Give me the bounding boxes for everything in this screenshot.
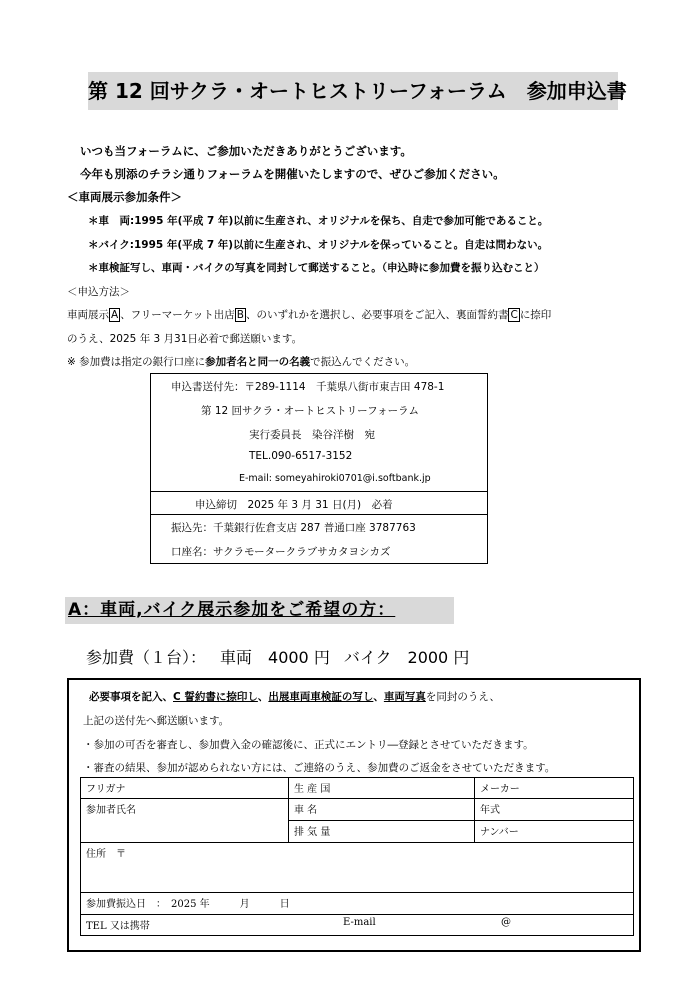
- payment-date-field[interactable]: 参加費振込日 ： 2025 年 月 日: [81, 893, 634, 915]
- form-instruction-f: 車両写真: [383, 691, 426, 703]
- furigana-field[interactable]: フリガナ: [81, 778, 289, 799]
- bank-info: 振込先：千葉銀行佐倉支店 287 普通口座 3787763: [171, 522, 416, 534]
- form-instruction-line-3: ・参加の可否を審査し、参加費入金の確認後に、正式にエントリ―登録とさせていただきます。: [83, 739, 534, 751]
- car-name-field[interactable]: 車 名: [289, 799, 475, 821]
- conditions-heading: ＜車両展示参加条件＞: [67, 190, 182, 204]
- greeting-line-2: 今年も別添のチラシ通りフォーラムを開催いたしますので、ぜひご参加ください。: [80, 167, 505, 181]
- condition-item-bike: ＊バイク:1995 年(平成 7 年)以前に生産され、オリジナルを保っていること。自走は問わない。: [88, 239, 549, 251]
- form-instruction-d: 出展車両車検証の写し: [268, 691, 374, 703]
- application-form: [67, 678, 641, 952]
- section-a-heading: A：車両,バイク展示参加をご希望の方：: [68, 600, 396, 620]
- payment-note-a: ※ 参加費は指定の銀行口座に: [67, 356, 206, 368]
- fee-car: 車両 4000 円: [220, 648, 330, 667]
- entry-table: [80, 777, 634, 936]
- contact-row[interactable]: [81, 915, 634, 936]
- participant-name-field[interactable]: 参加者氏名: [81, 799, 289, 843]
- form-instruction-line-4: ・審査の結果、参加が認められない方には、ご連絡のうえ、参加費のご返金をさせていただきます。: [83, 762, 556, 774]
- fee-label: 参加費（１台）：: [86, 648, 207, 667]
- method-paragraph-line-2: のうえ、2025 年 3 月31日必着で郵送願います。: [67, 333, 303, 345]
- year-field[interactable]: 年式: [475, 799, 634, 821]
- address-email: E-mail: someyahiroki0701@i.softbank.jp: [239, 473, 431, 484]
- page-title: 第 12 回サクラ・オートヒストリーフォーラム 参加申込書: [88, 79, 627, 103]
- form-instruction-b: C 誓約書に捺印し: [173, 691, 258, 703]
- payment-note-c: で振込んでください。: [310, 356, 416, 368]
- address-person: 実行委員長 染谷洋樹 宛: [249, 429, 375, 441]
- at-sign: @: [501, 917, 511, 928]
- box-letter-b: B: [236, 309, 244, 321]
- method-paragraph-line-1: [67, 307, 551, 322]
- payment-note: [67, 354, 415, 369]
- address-divider-1: [151, 491, 487, 492]
- address-divider-2: [151, 514, 487, 515]
- address-org: 第 12 回サクラ・オートヒストリーフォーラム: [201, 405, 419, 417]
- condition-item-documents: ＊車検証写し、車両・バイクの写真を同封して郵送すること。（申込時に参加費を振り込むこと）: [88, 262, 545, 274]
- form-instruction-g: を同封のうえ、: [425, 691, 501, 703]
- tel-label: TEL 又は携帯: [86, 921, 150, 932]
- form-instruction-a: 必要事項を記入、: [89, 691, 173, 703]
- form-instruction-line-1: [89, 689, 500, 704]
- method-text-d: に捺印: [519, 309, 552, 321]
- maker-field[interactable]: メーカー: [475, 778, 634, 799]
- fee-bike: バイク 2000 円: [343, 648, 470, 667]
- address-box: [150, 373, 488, 564]
- form-instruction-e: 、: [373, 691, 384, 703]
- method-text-c: 、のいずれかを選択し、必要事項をご記入、裏面誓約書: [245, 309, 509, 321]
- form-instruction-c: 、: [257, 691, 269, 703]
- address-to: 申込書送付先：〒289-1114 千葉県八街市東吉田 478-1: [171, 381, 445, 393]
- email-label: E-mail: [343, 917, 376, 928]
- greeting-line-1: いつも当フォーラムに、ご参加いただきありがとうございます。: [80, 144, 412, 158]
- fee-line: [86, 645, 483, 668]
- method-text-b: 、フリーマーケット出店: [120, 309, 235, 321]
- country-field[interactable]: 生 産 国: [289, 778, 475, 799]
- form-instruction-line-2: 上記の送付先へ郵送願います。: [83, 715, 230, 727]
- condition-item-car: ＊車 両:1995 年(平成 7 年)以前に生産され、オリジナルを保ち、自走で参加可能であること。: [88, 215, 549, 227]
- box-letter-c: C: [510, 309, 518, 321]
- box-letter-a: A: [111, 309, 119, 321]
- method-text-a: 車両展示: [67, 309, 109, 321]
- number-field[interactable]: ナンバー: [475, 821, 634, 843]
- payment-note-emphasis: 参加者名と同一の名義: [205, 356, 311, 368]
- address-field[interactable]: 住所 〒: [81, 843, 634, 893]
- deadline: 申込締切 2025 年 3 月 31 日(月) 必着: [195, 499, 393, 511]
- address-tel: TEL.090-6517-3152: [249, 450, 353, 462]
- method-heading: ＜申込方法＞: [67, 286, 130, 298]
- account-name: 口座名：サクラモータークラブサカタヨシカズ: [171, 546, 391, 558]
- displacement-field[interactable]: 排 気 量: [289, 821, 475, 843]
